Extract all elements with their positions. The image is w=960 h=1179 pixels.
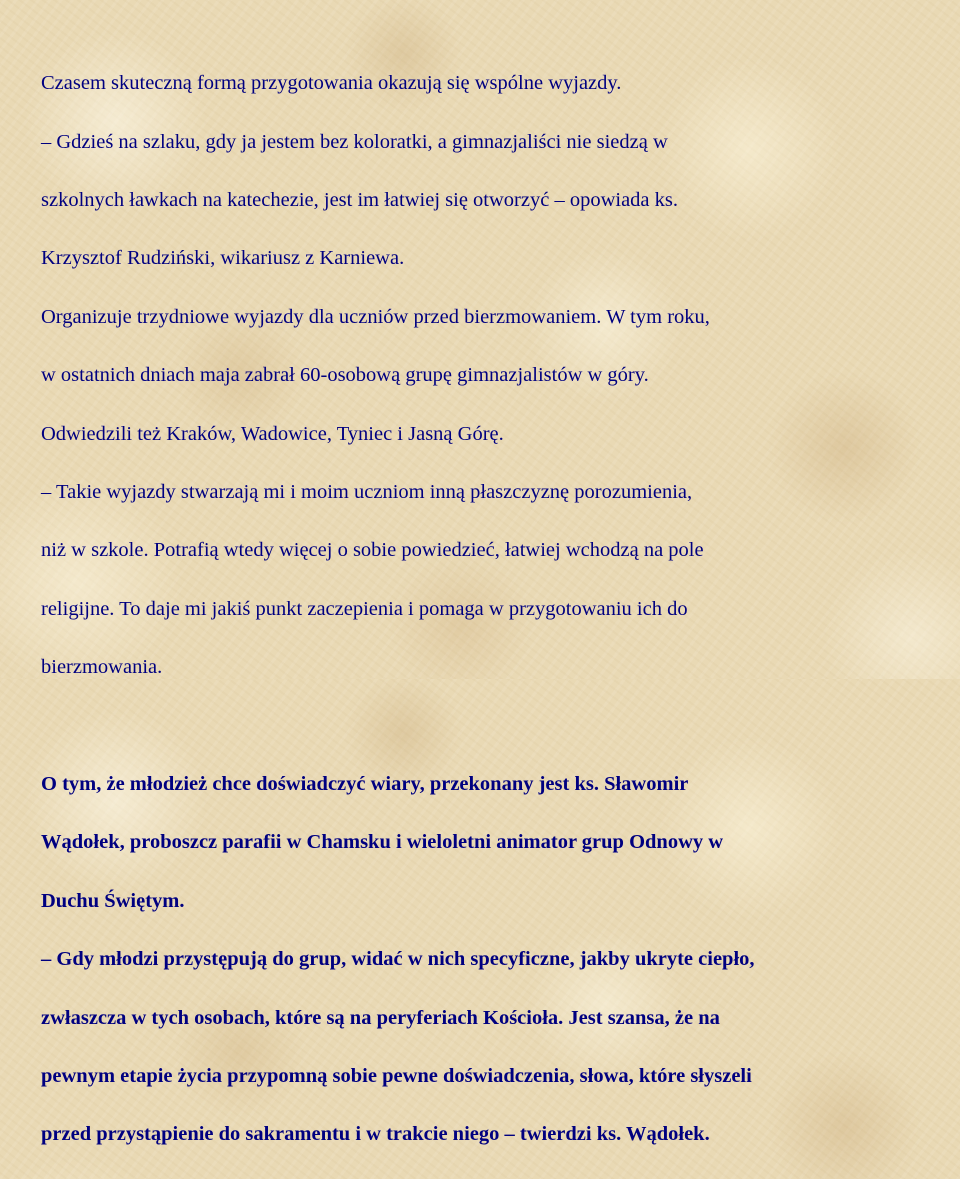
paragraph-spacer [41,712,921,741]
article-text [41,40,921,1179]
text-line: zwłaszcza w tych osobach, które są na peryferiach Kościoła. Jest szansa, że na [41,1006,720,1029]
text-line: Duchu Świętym. [41,889,185,912]
text-line: niż w szkole. Potrafią wtedy więcej o sobie powiedzieć, łatwiej wchodzą na pole [41,539,704,562]
text-line: w ostatnich dniach maja zabrał 60-osobową grupę gimnazjalistów w góry. [41,364,649,387]
text-line: przed przystąpienie do sakramentu i w trakcie niego – twierdzi ks. Wądołek. [41,1123,710,1146]
paragraph-1 [41,40,921,712]
text-line: pewnym etapie życia przypomną sobie pewne doświadczenia, słowa, które słyszeli [41,1064,752,1087]
text-line: – Takie wyjazdy stwarzają mi i moim uczniom inną płaszczyznę porozumienia, [41,481,693,504]
text-line: – Gdy młodzi przystępują do grup, widać w nich specyficzne, jakby ukryte ciepło, [41,948,755,971]
text-line: Odwiedzili też Kraków, Wadowice, Tyniec i Jasną Górę. [41,422,504,445]
text-line: religijne. To daje mi jakiś punkt zaczepienia i pomaga w przygotowaniu ich do [41,597,688,620]
text-line: szkolnych ławkach na katechezie, jest im łatwiej się otworzyć – opowiada ks. [41,189,678,212]
paragraph-2 [41,741,921,1179]
text-line: bierzmowania. [41,656,163,679]
text-line: O tym, że młodzież chce doświadczyć wiary, przekonany jest ks. Sławomir [41,772,689,795]
text-line: – Gdzieś na szlaku, gdy ja jestem bez koloratki, a gimnazjaliści nie siedzą w [41,130,668,153]
text-line: Wądołek, proboszcz parafii w Chamsku i wieloletni animator grup Odnowy w [41,831,724,854]
text-line: Krzysztof Rudziński, wikariusz z Karniewa. [41,247,405,270]
text-line: Organizuje trzydniowe wyjazdy dla uczniów przed bierzmowaniem. W tym roku, [41,305,710,328]
text-line: Czasem skuteczną formą przygotowania okazują się wspólne wyjazdy. [41,72,622,95]
